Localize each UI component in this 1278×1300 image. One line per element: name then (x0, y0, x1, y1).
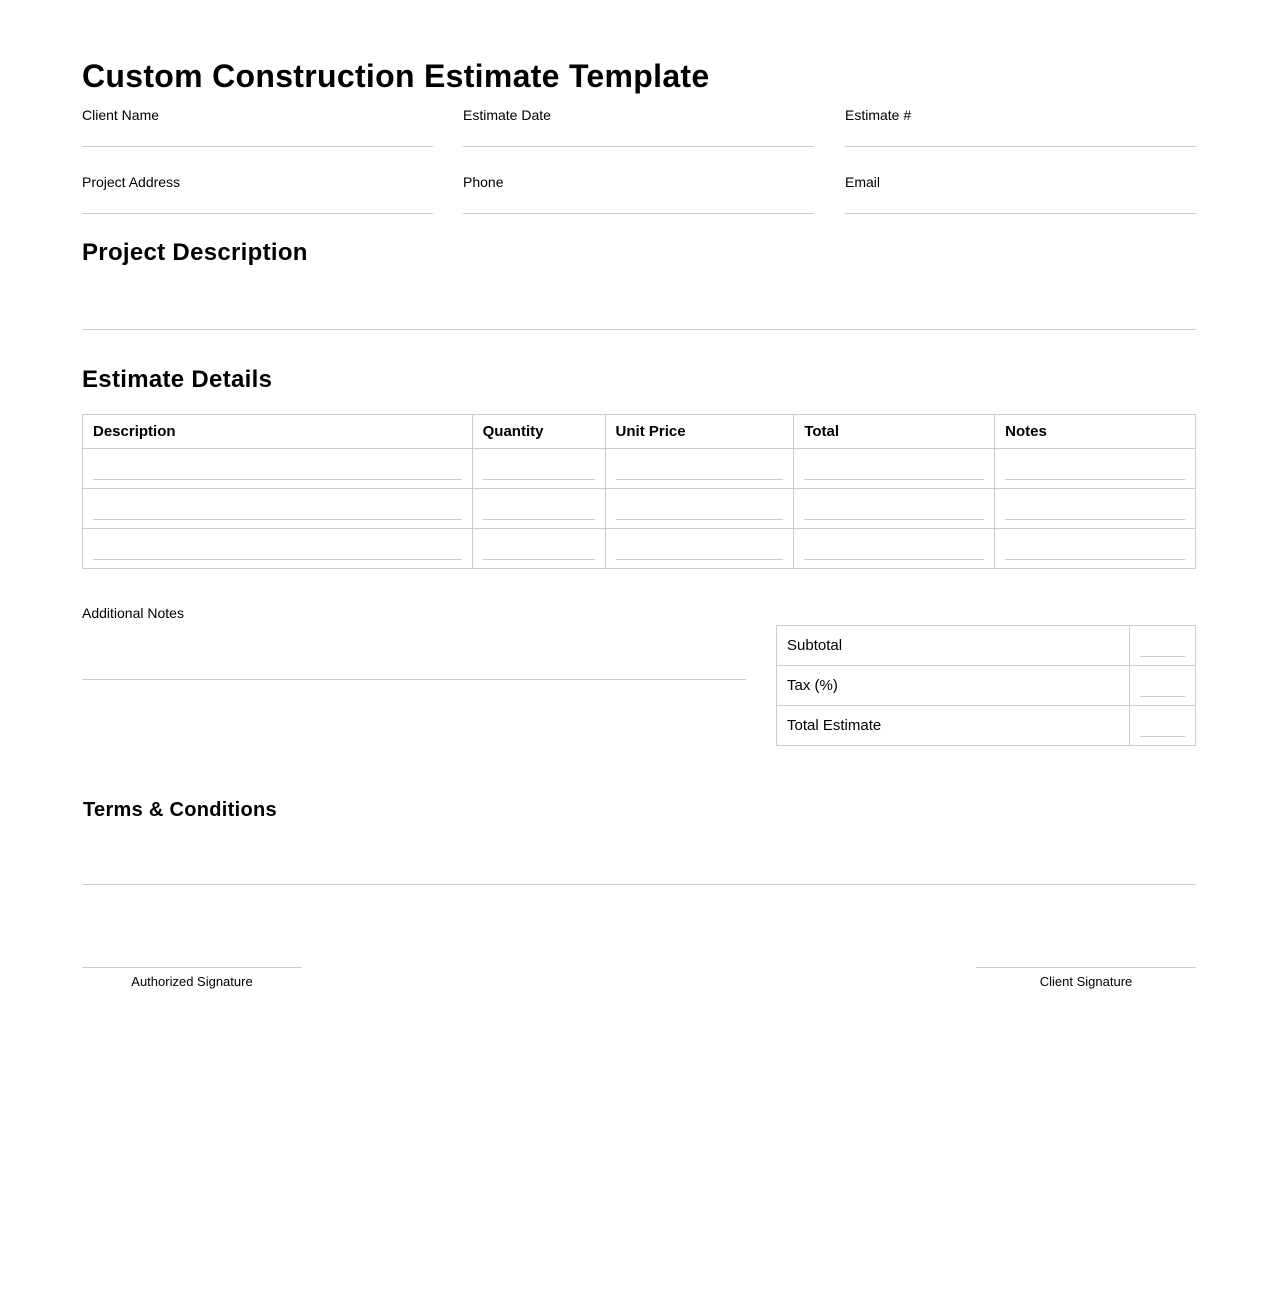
estimate-table (82, 414, 1196, 569)
notes-cell-input[interactable] (995, 489, 1196, 529)
description-cell-input[interactable] (83, 529, 473, 569)
tax-input[interactable] (1130, 666, 1196, 706)
unit-price-cell-input[interactable] (605, 449, 794, 489)
email-field[interactable] (845, 174, 1196, 214)
description-cell-input[interactable] (83, 449, 473, 489)
subtotal-row (777, 626, 1196, 666)
tax-row (777, 666, 1196, 706)
quantity-cell-input[interactable] (472, 529, 605, 569)
field-label: Estimate Date (463, 107, 551, 123)
field-label: Estimate # (845, 107, 912, 123)
subtotal-input[interactable] (1130, 626, 1196, 666)
project-description-heading: Project Description (82, 239, 308, 266)
unit-price-cell-input[interactable] (605, 489, 794, 529)
estimate-details-heading: Estimate Details (82, 366, 273, 393)
additional-notes-label: Additional Notes (82, 605, 184, 621)
estimate-number-field[interactable] (845, 107, 1196, 147)
client-name-field[interactable] (82, 107, 433, 147)
total-cell-input[interactable] (794, 529, 995, 569)
column-header: Quantity (472, 415, 605, 449)
total-cell-input[interactable] (794, 489, 995, 529)
terms-input[interactable] (82, 884, 1196, 885)
authorized-signature-label: Authorized Signature (131, 974, 253, 989)
client-signature-line[interactable] (976, 967, 1196, 989)
tax-label: Tax (%) (777, 666, 1130, 706)
table-header-row (83, 415, 1196, 449)
additional-notes-input[interactable] (82, 679, 746, 680)
field-label: Phone (463, 174, 504, 190)
estimate-date-field[interactable] (463, 107, 814, 147)
column-header: Total (794, 415, 995, 449)
subtotal-label: Subtotal (777, 626, 1130, 666)
total-cell-input[interactable] (794, 449, 995, 489)
page-title: Custom Construction Estimate Template (82, 58, 710, 94)
terms-heading: Terms & Conditions (83, 799, 277, 821)
notes-cell-input[interactable] (995, 449, 1196, 489)
total-estimate-row (777, 706, 1196, 746)
project-description-input[interactable] (82, 329, 1196, 330)
quantity-cell-input[interactable] (472, 489, 605, 529)
totals-table (776, 625, 1196, 746)
column-header: Description (83, 415, 473, 449)
quantity-cell-input[interactable] (472, 449, 605, 489)
total-estimate-input[interactable] (1130, 706, 1196, 746)
description-cell-input[interactable] (83, 489, 473, 529)
column-header: Unit Price (605, 415, 794, 449)
table-row (83, 449, 1196, 489)
table-row (83, 489, 1196, 529)
field-label: Project Address (82, 174, 181, 190)
project-address-field[interactable] (82, 174, 433, 214)
client-signature-label: Client Signature (1039, 974, 1133, 989)
total-estimate-label: Total Estimate (777, 706, 1130, 746)
notes-cell-input[interactable] (995, 529, 1196, 569)
authorized-signature-line[interactable] (82, 967, 302, 989)
table-row (83, 529, 1196, 569)
unit-price-cell-input[interactable] (605, 529, 794, 569)
column-header: Notes (995, 415, 1196, 449)
field-label: Email (845, 174, 881, 190)
field-label: Client Name (82, 107, 160, 123)
phone-field[interactable] (463, 174, 814, 214)
